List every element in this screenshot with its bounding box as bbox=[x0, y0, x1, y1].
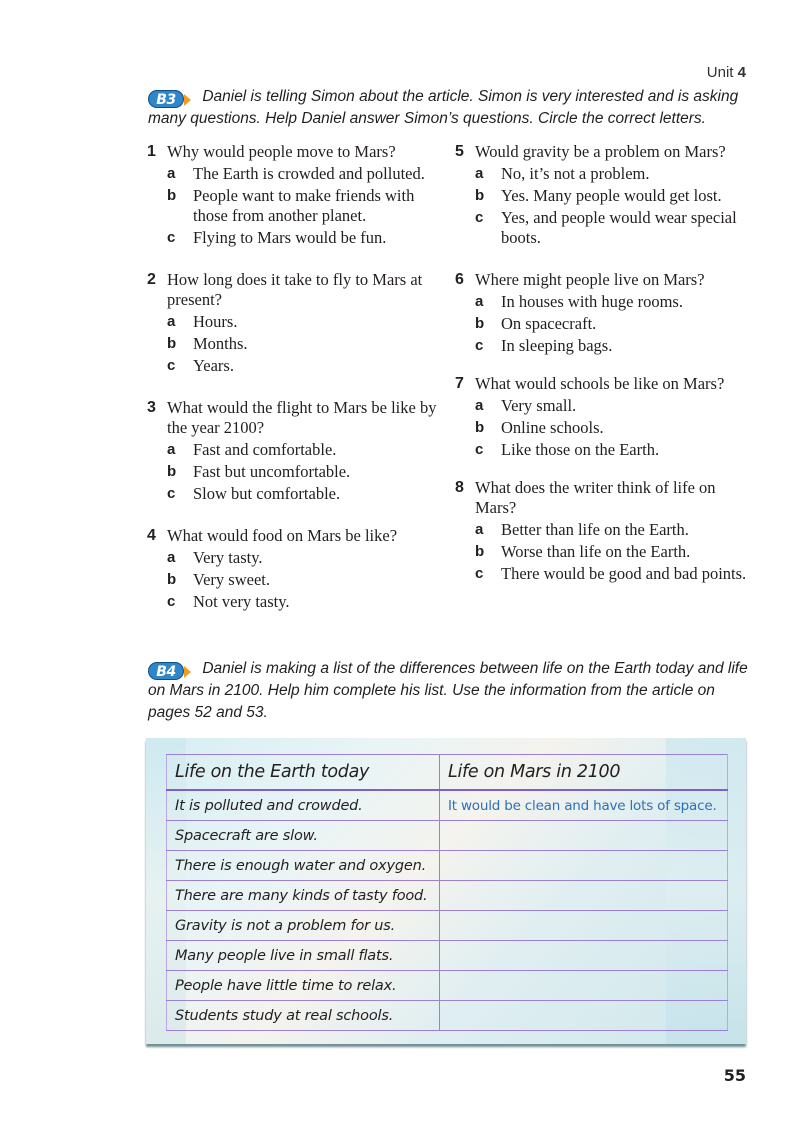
question-number: 6 bbox=[455, 271, 464, 288]
option-4b[interactable] bbox=[167, 570, 447, 590]
option-letter[interactable]: c bbox=[475, 565, 484, 582]
option-letter[interactable]: c bbox=[167, 593, 176, 610]
option-letter[interactable]: a bbox=[475, 397, 484, 414]
comparison-table bbox=[166, 754, 728, 1031]
option-8b[interactable] bbox=[475, 542, 755, 562]
mars-cell[interactable] bbox=[440, 971, 728, 1001]
option-text: Better than life on the Earth. bbox=[501, 520, 689, 539]
earth-cell: Gravity is not a problem for us. bbox=[167, 911, 440, 941]
option-letter[interactable]: a bbox=[475, 293, 484, 310]
option-letter[interactable]: a bbox=[167, 441, 176, 458]
b3-instruction-text: Daniel is telling Simon about the article. Simon is very interested and is asking many questions. Help Daniel answer Simon’s questions. Circle the correct letters. bbox=[148, 88, 739, 127]
earth-cell: Many people live in small flats. bbox=[167, 941, 440, 971]
question-text: Where might people live on Mars? bbox=[475, 270, 705, 289]
b3-badge bbox=[148, 90, 184, 108]
option-text: Slow but comfortable. bbox=[193, 484, 341, 503]
table-row bbox=[167, 881, 728, 911]
b3-instruction bbox=[148, 86, 752, 130]
option-letter[interactable]: c bbox=[475, 209, 484, 226]
question-5 bbox=[455, 142, 755, 248]
question-2 bbox=[147, 270, 447, 376]
option-text: Very tasty. bbox=[193, 548, 263, 567]
option-1b[interactable] bbox=[167, 186, 447, 226]
b4-badge-label: B4 bbox=[156, 664, 176, 680]
option-letter[interactable]: b bbox=[475, 315, 485, 332]
option-7b[interactable] bbox=[475, 418, 755, 438]
option-letter[interactable]: b bbox=[475, 543, 485, 560]
earth-cell: It is polluted and crowded. bbox=[167, 790, 440, 821]
option-5b[interactable] bbox=[475, 186, 755, 206]
mars-cell[interactable] bbox=[440, 821, 728, 851]
question-text: What would schools be like on Mars? bbox=[475, 374, 725, 393]
option-2c[interactable] bbox=[167, 356, 447, 376]
option-text: People want to make friends with those from another planet. bbox=[193, 186, 415, 225]
option-text: Like those on the Earth. bbox=[501, 440, 660, 459]
option-8c[interactable] bbox=[475, 564, 755, 584]
table-row bbox=[167, 971, 728, 1001]
table-row bbox=[167, 821, 728, 851]
question-number: 4 bbox=[147, 527, 156, 544]
earth-cell: Spacecraft are slow. bbox=[167, 821, 440, 851]
table-header-row bbox=[167, 755, 728, 791]
option-1c[interactable] bbox=[167, 228, 447, 248]
question-1 bbox=[147, 142, 447, 248]
question-number: 1 bbox=[147, 143, 156, 160]
question-text: What does the writer think of life on Mars? bbox=[475, 478, 716, 517]
question-number: 3 bbox=[147, 399, 156, 416]
table-row bbox=[167, 1001, 728, 1031]
option-text: Yes, and people would wear special boots. bbox=[501, 208, 737, 247]
mars-cell[interactable] bbox=[440, 911, 728, 941]
option-letter[interactable]: c bbox=[167, 229, 176, 246]
option-6a[interactable] bbox=[475, 292, 755, 312]
question-6 bbox=[455, 270, 755, 356]
question-number: 8 bbox=[455, 479, 464, 496]
unit-label bbox=[707, 64, 746, 81]
option-letter[interactable]: a bbox=[475, 521, 484, 538]
earth-cell: There are many kinds of tasty food. bbox=[167, 881, 440, 911]
option-letter[interactable]: b bbox=[167, 187, 177, 204]
option-letter[interactable]: b bbox=[167, 571, 177, 588]
mars-cell[interactable]: It would be clean and have lots of space. bbox=[440, 790, 728, 821]
option-3b[interactable] bbox=[167, 462, 447, 482]
option-6b[interactable] bbox=[475, 314, 755, 334]
option-text: Hours. bbox=[193, 312, 238, 331]
option-5a[interactable] bbox=[475, 164, 755, 184]
question-7 bbox=[455, 374, 755, 460]
question-4 bbox=[147, 526, 447, 612]
option-2a[interactable] bbox=[167, 312, 447, 332]
option-7c[interactable] bbox=[475, 440, 755, 460]
comparison-panel bbox=[146, 738, 746, 1044]
question-text: Why would people move to Mars? bbox=[167, 142, 396, 161]
option-2b[interactable] bbox=[167, 334, 447, 354]
table-row bbox=[167, 790, 728, 821]
unit-number: 4 bbox=[737, 64, 746, 81]
option-3c[interactable] bbox=[167, 484, 447, 504]
option-text: In sleeping bags. bbox=[501, 336, 613, 355]
page-number: 55 bbox=[723, 1066, 746, 1085]
option-6c[interactable] bbox=[475, 336, 755, 356]
option-text: Very small. bbox=[501, 396, 577, 415]
option-4c[interactable] bbox=[167, 592, 447, 612]
column-header-earth: Life on the Earth today bbox=[167, 755, 440, 791]
question-3 bbox=[147, 398, 447, 504]
option-3a[interactable] bbox=[167, 440, 447, 460]
question-text: What would the flight to Mars be like by the year 2100? bbox=[167, 398, 437, 437]
option-text: Worse than life on the Earth. bbox=[501, 542, 691, 561]
option-5c[interactable] bbox=[475, 208, 755, 248]
earth-cell: Students study at real schools. bbox=[167, 1001, 440, 1031]
option-letter[interactable]: a bbox=[167, 313, 176, 330]
option-letter[interactable]: b bbox=[475, 419, 485, 436]
option-text: Years. bbox=[193, 356, 234, 375]
table-row bbox=[167, 851, 728, 881]
option-text: Online schools. bbox=[501, 418, 604, 437]
table-row bbox=[167, 941, 728, 971]
question-text: What would food on Mars be like? bbox=[167, 526, 398, 545]
option-text: The Earth is crowded and polluted. bbox=[193, 164, 425, 183]
option-1a[interactable] bbox=[167, 164, 447, 184]
play-arrow-icon bbox=[184, 94, 191, 106]
option-4a[interactable] bbox=[167, 548, 447, 568]
question-number: 7 bbox=[455, 375, 464, 392]
question-number: 2 bbox=[147, 271, 156, 288]
option-letter[interactable]: c bbox=[475, 337, 484, 354]
mars-cell[interactable] bbox=[440, 941, 728, 971]
option-letter[interactable]: b bbox=[167, 463, 177, 480]
option-text: Flying to Mars would be fun. bbox=[193, 228, 387, 247]
option-letter[interactable]: c bbox=[167, 357, 176, 374]
option-text: No, it’s not a problem. bbox=[501, 164, 650, 183]
option-letter[interactable]: a bbox=[167, 165, 176, 182]
question-text: Would gravity be a problem on Mars? bbox=[475, 142, 726, 161]
earth-cell: People have little time to relax. bbox=[167, 971, 440, 1001]
option-letter[interactable]: b bbox=[167, 335, 177, 352]
b3-badge-label: B3 bbox=[156, 92, 176, 108]
questions-left-column bbox=[147, 142, 447, 612]
mars-cell[interactable] bbox=[440, 881, 728, 911]
option-text: Yes. Many people would get lost. bbox=[501, 186, 722, 205]
option-text: Fast but uncomfortable. bbox=[193, 462, 351, 481]
earth-cell: There is enough water and oxygen. bbox=[167, 851, 440, 881]
table-row bbox=[167, 911, 728, 941]
option-letter[interactable]: c bbox=[167, 485, 176, 502]
column-header-mars: Life on Mars in 2100 bbox=[440, 755, 728, 791]
option-text: Not very tasty. bbox=[193, 592, 290, 611]
option-text: Months. bbox=[193, 334, 248, 353]
unit-word: Unit bbox=[706, 64, 734, 81]
mars-cell[interactable] bbox=[440, 851, 728, 881]
option-letter[interactable]: a bbox=[167, 549, 176, 566]
option-letter[interactable]: c bbox=[475, 441, 484, 458]
option-text: Fast and comfortable. bbox=[193, 440, 337, 459]
option-text: Very sweet. bbox=[193, 570, 270, 589]
option-letter[interactable]: b bbox=[475, 187, 485, 204]
option-letter[interactable]: a bbox=[475, 165, 484, 182]
option-7a[interactable] bbox=[475, 396, 755, 416]
question-text: How long does it take to fly to Mars at present? bbox=[167, 270, 423, 309]
b4-instruction bbox=[148, 658, 752, 724]
option-8a[interactable] bbox=[475, 520, 755, 540]
option-text: There would be good and bad points. bbox=[501, 564, 747, 583]
question-8 bbox=[455, 478, 755, 584]
b4-instruction-text: Daniel is making a list of the differences between life on the Earth today and life on Mars in 2100. Help him complete his list. Use the information from the article on pages 52 and 53. bbox=[148, 660, 748, 721]
option-text: In houses with huge rooms. bbox=[501, 292, 683, 311]
b4-badge bbox=[148, 662, 184, 680]
mars-cell[interactable] bbox=[440, 1001, 728, 1031]
option-text: On spacecraft. bbox=[501, 314, 597, 333]
play-arrow-icon bbox=[184, 666, 191, 678]
question-number: 5 bbox=[455, 143, 464, 160]
questions-right-column bbox=[455, 142, 755, 584]
